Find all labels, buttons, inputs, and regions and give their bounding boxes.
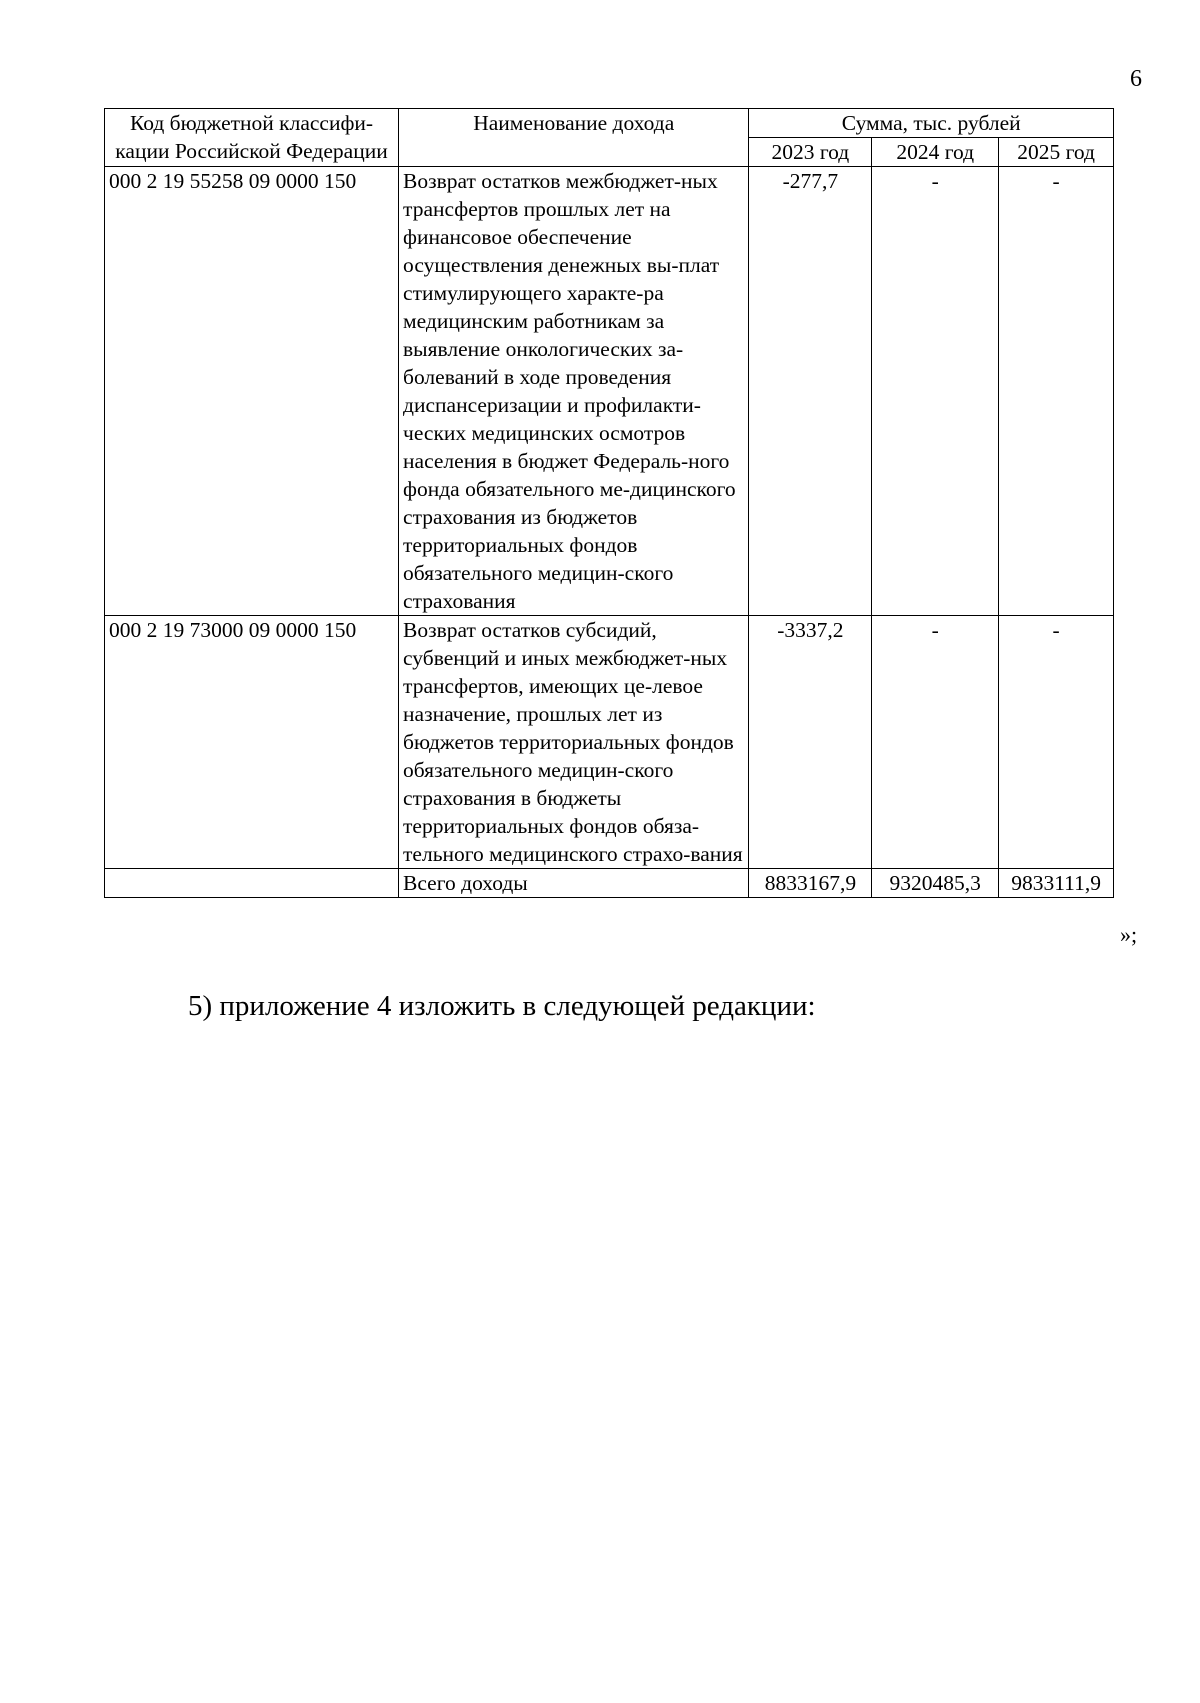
total-value-2024: 9320485,3 — [872, 869, 999, 898]
table-row — [105, 616, 1114, 869]
row-value-2023: -3337,2 — [749, 616, 872, 869]
total-value-2025: 9833111,9 — [999, 869, 1114, 898]
row-name: Возврат остатков субсидий, субвенций и иных межбюджет-ных трансфертов, имеющих це-левое назначение, прошлых лет из бюджетов территориальных фондов обязательного медицин-ского страхования в бюджеты территориальных фондов обяза-тельного медицинского страхо-вания — [399, 616, 749, 869]
table-row — [105, 167, 1114, 616]
header-code: Код бюджетной классифи-кации Российской Федерации — [105, 109, 399, 167]
total-code — [105, 869, 399, 898]
budget-revenue-table — [104, 108, 1114, 898]
table-total-row — [105, 869, 1114, 898]
header-year-2024: 2024 год — [872, 138, 999, 167]
row-code: 000 2 19 73000 09 0000 150 — [105, 616, 399, 869]
row-value-2024: - — [872, 167, 999, 616]
closing-quote-mark: »; — [1120, 922, 1138, 947]
total-value-2023: 8833167,9 — [749, 869, 872, 898]
header-year-2023: 2023 год — [749, 138, 872, 167]
row-value-2025: - — [999, 616, 1114, 869]
row-value-2025: - — [999, 167, 1114, 616]
row-name: Возврат остатков межбюджет-ных трансфертов прошлых лет на финансовое обеспечение осуществления денежных вы-плат стимулирующего характе-ра медицинским работникам за выявление онкологических за-болеваний в ходе проведения диспансеризации и профилакти-ческих медицинских осмотров населения в бюджет Федераль-ного фонда обязательного ме-дицинского страхования из бюджетов территориальных фондов обязательного медицин-ского страхования — [399, 167, 749, 616]
header-sum: Сумма, тыс. рублей — [749, 109, 1114, 138]
page-number: 6 — [1130, 66, 1142, 92]
total-label: Всего доходы — [399, 869, 749, 898]
row-value-2024: - — [872, 616, 999, 869]
header-year-2025: 2025 год — [999, 138, 1114, 167]
row-value-2023: -277,7 — [749, 167, 872, 616]
instruction-paragraph: 5) приложение 4 изложить в следующей редакции: — [188, 990, 816, 1022]
table-header-row — [105, 109, 1114, 138]
header-name: Наименование дохода — [399, 109, 749, 167]
row-code: 000 2 19 55258 09 0000 150 — [105, 167, 399, 616]
